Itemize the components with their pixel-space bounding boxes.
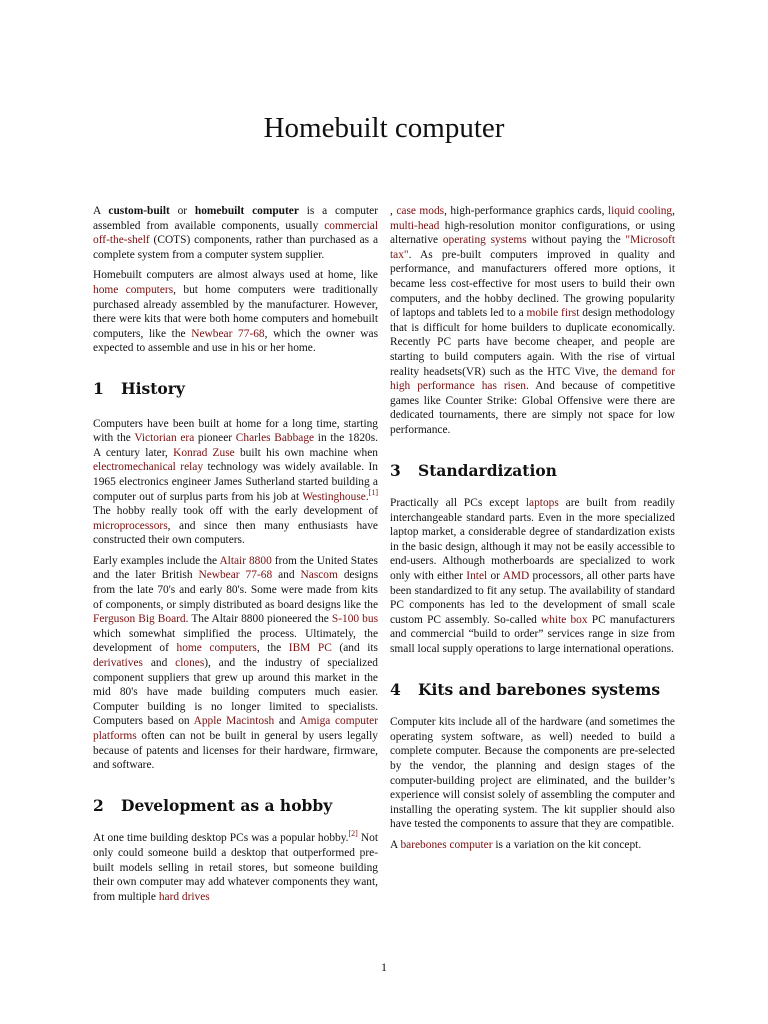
link-newbear[interactable]: Newbear 77-68: [191, 327, 265, 340]
link-clones[interactable]: clones: [175, 657, 205, 670]
page-title: Homebuilt computer: [263, 112, 505, 144]
section-kits-heading: 4 Kits and barebones systems: [390, 679, 661, 699]
hobby-paragraph-1-continued: , case mods, high-performance graphics cards, liquid cooling, multi-head high-resolution monitor configurations, or using alternative operating systems without paying the "Microsoft tax". As pre-built computers improved in quality and performance, and manufacturers offered more options, it became less cost-effective for most users to build their own computers, and the hobby declined. The growing popularity of laptops and tablets led to a mobile first design methodology that is difficult for home builders to duplicate economically. Recently PC parts have become cheaper, and people are starting to build computers again. With the rise of virtual reality headsets(VR) such as the HTC Vive, the demand for high performance has risen. And because of competitive games like Counter Strike: Global Offensive were there are dedicated tournaments, there are simply not space for low performance.: [390, 205, 675, 436]
link-white-box[interactable]: white box: [541, 613, 588, 626]
link-victorian-era[interactable]: Victorian era: [134, 432, 195, 445]
link-ferguson-big-board[interactable]: Ferguson Big Board: [93, 613, 186, 626]
link-amd[interactable]: AMD: [502, 570, 530, 583]
link-laptops[interactable]: laptops: [525, 497, 559, 510]
link-multi-head[interactable]: multi-head: [390, 219, 440, 232]
link-home-computers-2[interactable]: home computers: [176, 642, 257, 655]
link-amiga[interactable]: Amiga computer platforms: [93, 715, 379, 742]
intro-paragraph-2: Homebuilt computers are almost always used at home, like home computers, but home computers were traditionally purchased already assembled by the manufacturer. However, there were kits that were both home computers and homebuilt computers, like the Newbear 77-68, which the owner was expected to assemble and use in his or her home.: [93, 269, 379, 355]
link-derivatives[interactable]: derivatives: [93, 657, 143, 670]
reference-1[interactable]: [1]: [368, 487, 378, 497]
kits-paragraph-2: A barebones computer is a variation on the kit concept.: [390, 838, 642, 851]
history-paragraph-1: Computers have been built at home for a long time, starting with the Victorian era pioneer Charles Babbage in the 1820s. A century later, Konrad Zuse built his own machine when electromechanical relay technology was widely available. In 1965 electronics engineer James Sutherland started building a computer out of surplus parts from his job at Westinghouse.[1] The hobby really took off with the early development of microprocessors, and since then many enthusiasts have constructed their own computers.: [93, 417, 379, 547]
link-commercial-off-the-shelf[interactable]: commercial off-the-shelf: [93, 219, 378, 247]
link-newbear-77-68[interactable]: Newbear 77-68: [198, 569, 273, 582]
link-barebones-computer[interactable]: barebones computer: [400, 838, 493, 851]
standardization-paragraph-1: Practically all PCs except laptops are built from readily interchangeable standard parts. Even in the more specialized laptop market, a considerable degree of standardization exists in the basic design, although it may not be easily accessible to end-users. Although motherboards are specialized to work only with either Intel or AMD processors, all other parts have been standardized to fit any setup. The availability of standard PC components has led to the development of small scale custom PC assembly. So-called white box PC manufacturers and commercial “build to order” services range in size from small local supply operations to large international operations.: [390, 497, 675, 656]
right-column: [390, 204, 675, 859]
link-demand-high-performance[interactable]: the demand for high performance has risen: [390, 365, 675, 393]
section-standardization-heading: 3 Standardization: [390, 460, 557, 480]
link-ibm-pc[interactable]: IBM PC: [288, 642, 332, 655]
link-case-mods[interactable]: case mods: [396, 205, 445, 217]
link-intel[interactable]: Intel: [466, 570, 488, 583]
link-apple-macintosh[interactable]: Apple Macintosh: [193, 715, 275, 728]
section-history-heading: 1 History: [93, 378, 185, 398]
link-s100-bus[interactable]: S-100 bus: [331, 613, 379, 626]
link-electromechanical-relay[interactable]: electromechanical relay: [93, 461, 204, 474]
link-nascom[interactable]: Nascom: [300, 569, 338, 582]
section-hobby-heading: 2 Development as a hobby: [93, 795, 333, 815]
kits-paragraph-1: Computer kits include all of the hardware (and sometimes the operating system software, as well) needed to build a complete computer. Because the components are pre-selected by the vendor, the planning and design stages of the computer-building project are eliminated, and the builder’s experience will consist solely of assembling the computer and installing the operating system. The kit supplier should also have tested the components to assure that they are compatible.: [390, 716, 675, 831]
left-column: [93, 204, 378, 910]
hobby-paragraph-1-start: At one time building desktop PCs was a popular hobby.[2] Not only could someone build a desktop that outperformed pre-built models selling in retail stores, but someone building their own computer may add whatever components they want, from multiple hard drives: [93, 829, 378, 903]
link-liquid-cooling[interactable]: liquid cooling: [607, 205, 673, 217]
link-operating-systems[interactable]: operating systems: [442, 234, 527, 247]
link-microsoft-tax[interactable]: "Microsoft tax": [390, 234, 675, 261]
reference-2[interactable]: [2]: [348, 829, 358, 839]
link-konrad-zuse[interactable]: Konrad Zuse: [173, 446, 235, 459]
page-number: 1: [381, 960, 387, 974]
history-paragraph-2: Early examples include the Altair 8800 from the United States and the later British Newbear 77-68 and Nascom designs from the late 70's and early 80's. Some were made from kits of components, or simply distributed as board designs like the Ferguson Big Board. The Altair 8800 pioneered the S-100 bus which somewhat simplified the process. Ultimately, the development of home computers, the IBM PC (and its derivatives and clones), and the industry of specialized component suppliers that grew up around this market in the mid 80's have made building computers much easier. Computer building is no longer limited to specialists. Computers based on Apple Macintosh and Amiga computer platforms often can not be built in general by users legally because of patents and licenses for their hardware, firmware, and software.: [93, 554, 379, 772]
link-charles-babbage[interactable]: Charles Babbage: [235, 432, 315, 445]
link-home-computers[interactable]: home computers: [93, 283, 174, 296]
link-altair-8800[interactable]: Altair 8800: [219, 554, 272, 567]
link-mobile-first[interactable]: mobile first: [526, 307, 580, 320]
intro-paragraph-1: A custom-built or homebuilt computer is a computer assembled from available components, usually commercial off-the-shelf (COTS) components, rather than purchased as a complete system from a computer system supplier.: [93, 205, 378, 261]
link-westinghouse[interactable]: Westinghouse: [302, 490, 366, 503]
link-hard-drives[interactable]: hard drives: [158, 890, 210, 903]
link-microprocessors[interactable]: microprocessors: [93, 519, 168, 532]
